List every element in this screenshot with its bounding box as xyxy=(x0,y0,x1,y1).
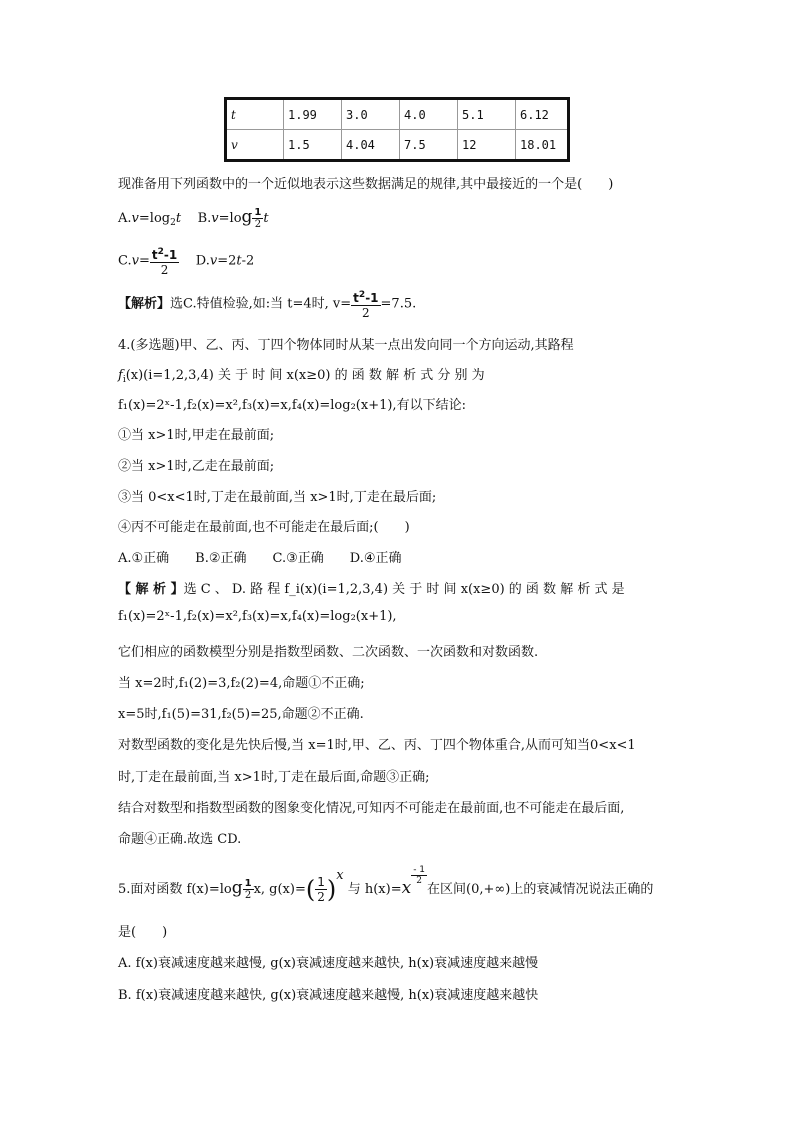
q4-options: A.①正确 B.②正确 C.③正确 D.④正确 xyxy=(118,551,402,566)
q5-stem-line2: 是( ) xyxy=(118,925,168,940)
data-table xyxy=(224,97,570,162)
q3-opt-a-label: A. xyxy=(118,211,132,226)
q4-stem-line3: f₁(x)=2ˣ-1,f₂(x)=x²,f₃(x)=x,f₄(x)=log₂(x+1),有以下结论: xyxy=(118,398,466,413)
table-cell: t xyxy=(226,99,284,130)
table-row-t xyxy=(226,99,569,130)
q3-opt-b-label: B. xyxy=(197,211,212,226)
q4-analysis-line6: 对数型函数的变化是先快后慢,当 x=1时,甲、乙、丙、丁四个物体重合,从而可知当0<x<1 xyxy=(118,738,636,753)
analysis-tag: 【解析】 xyxy=(118,296,171,312)
q5-option-b: B. f(x)衰减速度越来越快, g(x)衰减速度越来越慢, h(x)衰减速度越来越快 xyxy=(118,988,539,1003)
q5-stem-line1: 5.面对函数 f(x)=log $\frac{1}{2}$ x, g(x)=( $\frac{1}{2}$ )x 与 h(x)=x $\frac{- 1}{2}$ 在区间(0,+∞)上的衰减情况说法正确的 xyxy=(118,865,654,904)
q3-options-ab: $A.v=\log_2t$ B.v=log $\frac{1}{2}$ t xyxy=(118,207,269,230)
table-cell: 6.12 xyxy=(516,99,569,130)
table-cell: 5.1 xyxy=(458,99,516,130)
q4-conclusion-1: ①当 x>1时,甲走在最前面; xyxy=(118,428,275,443)
table-cell: v xyxy=(226,130,284,161)
q4-analysis-line1: 【 解 析 】选 C 、 D. 路 程 f_i(x)(i=1,2,3,4) 关 于 时 间 x(x≥0) 的 函 数 解 析 式 是 xyxy=(118,582,625,597)
table-cell: 7.5 xyxy=(400,130,458,161)
q4-analysis-line7: 时,丁走在最前面,当 x>1时,丁走在最后面,命题③正确; xyxy=(118,770,430,785)
q4-stem-line2: $f_i(x)(i=1,2,3,4)$ 关 于 时 间 x(x≥0) 的 函 数 解 析 式 分 别 为 xyxy=(118,368,485,385)
table-cell: 4.04 xyxy=(342,130,400,161)
table-cell: 4.0 xyxy=(400,99,458,130)
q4-analysis-line4: 当 x=2时,f₁(2)=3,f₂(2)=4,命题①不正确; xyxy=(118,676,365,691)
q4-conclusion-2: ②当 x>1时,乙走在最前面; xyxy=(118,459,275,474)
table-cell: 1.99 xyxy=(284,99,342,130)
q3-opt-d-label: D. xyxy=(195,253,210,269)
q4-analysis-line3: 它们相应的函数模型分别是指数型函数、二次函数、一次函数和对数函数. xyxy=(118,645,539,660)
q4-analysis-line2: f₁(x)=2ˣ-1,f₂(x)=x²,f₃(x)=x,f₄(x)=log₂(x+1), xyxy=(118,609,397,624)
table-row-v xyxy=(226,130,569,161)
q3-opt-c-label: C. xyxy=(118,253,132,269)
q5-option-a: A. f(x)衰减速度越来越慢, g(x)衰减速度越来越快, h(x)衰减速度越来越慢 xyxy=(118,956,539,971)
q3-options-cd: C.v= $\frac{t^2-1}{2}$ D.v=2t-2 xyxy=(118,247,255,277)
q3-stem: 现准备用下列函数中的一个近似地表示这些数据满足的规律,其中最接近的一个是( ) xyxy=(118,177,614,192)
table-cell: 18.01 xyxy=(516,130,569,161)
analysis-tag: 【 解 析 】 xyxy=(118,582,184,597)
q4-conclusion-3: ③当 0<x<1时,丁走在最前面,当 x>1时,丁走在最后面; xyxy=(118,490,437,505)
q4-stem-line1: 4.(多选题)甲、乙、丙、丁四个物体同时从某一点出发向同一个方向运动,其路程 xyxy=(118,338,574,353)
q4-analysis-line9: 命题④正确.故选 CD. xyxy=(118,832,242,847)
table-cell: 3.0 xyxy=(342,99,400,130)
table-cell: 12 xyxy=(458,130,516,161)
q3-analysis: 【解析】选C.特值检验,如:当 t=4时, v= $\frac{t^2-1}{2}$ =7.5. xyxy=(118,290,417,320)
q4-analysis-line8: 结合对数型和指数型函数的图象变化情况,可知丙不可能走在最前面,也不可能走在最后面, xyxy=(118,801,625,816)
table-cell: 1.5 xyxy=(284,130,342,161)
q4-conclusion-4: ④丙不可能走在最前面,也不可能走在最后面;( ) xyxy=(118,520,410,535)
q4-analysis-line5: x=5时,f₁(5)=31,f₂(5)=25,命题②不正确. xyxy=(118,707,364,722)
